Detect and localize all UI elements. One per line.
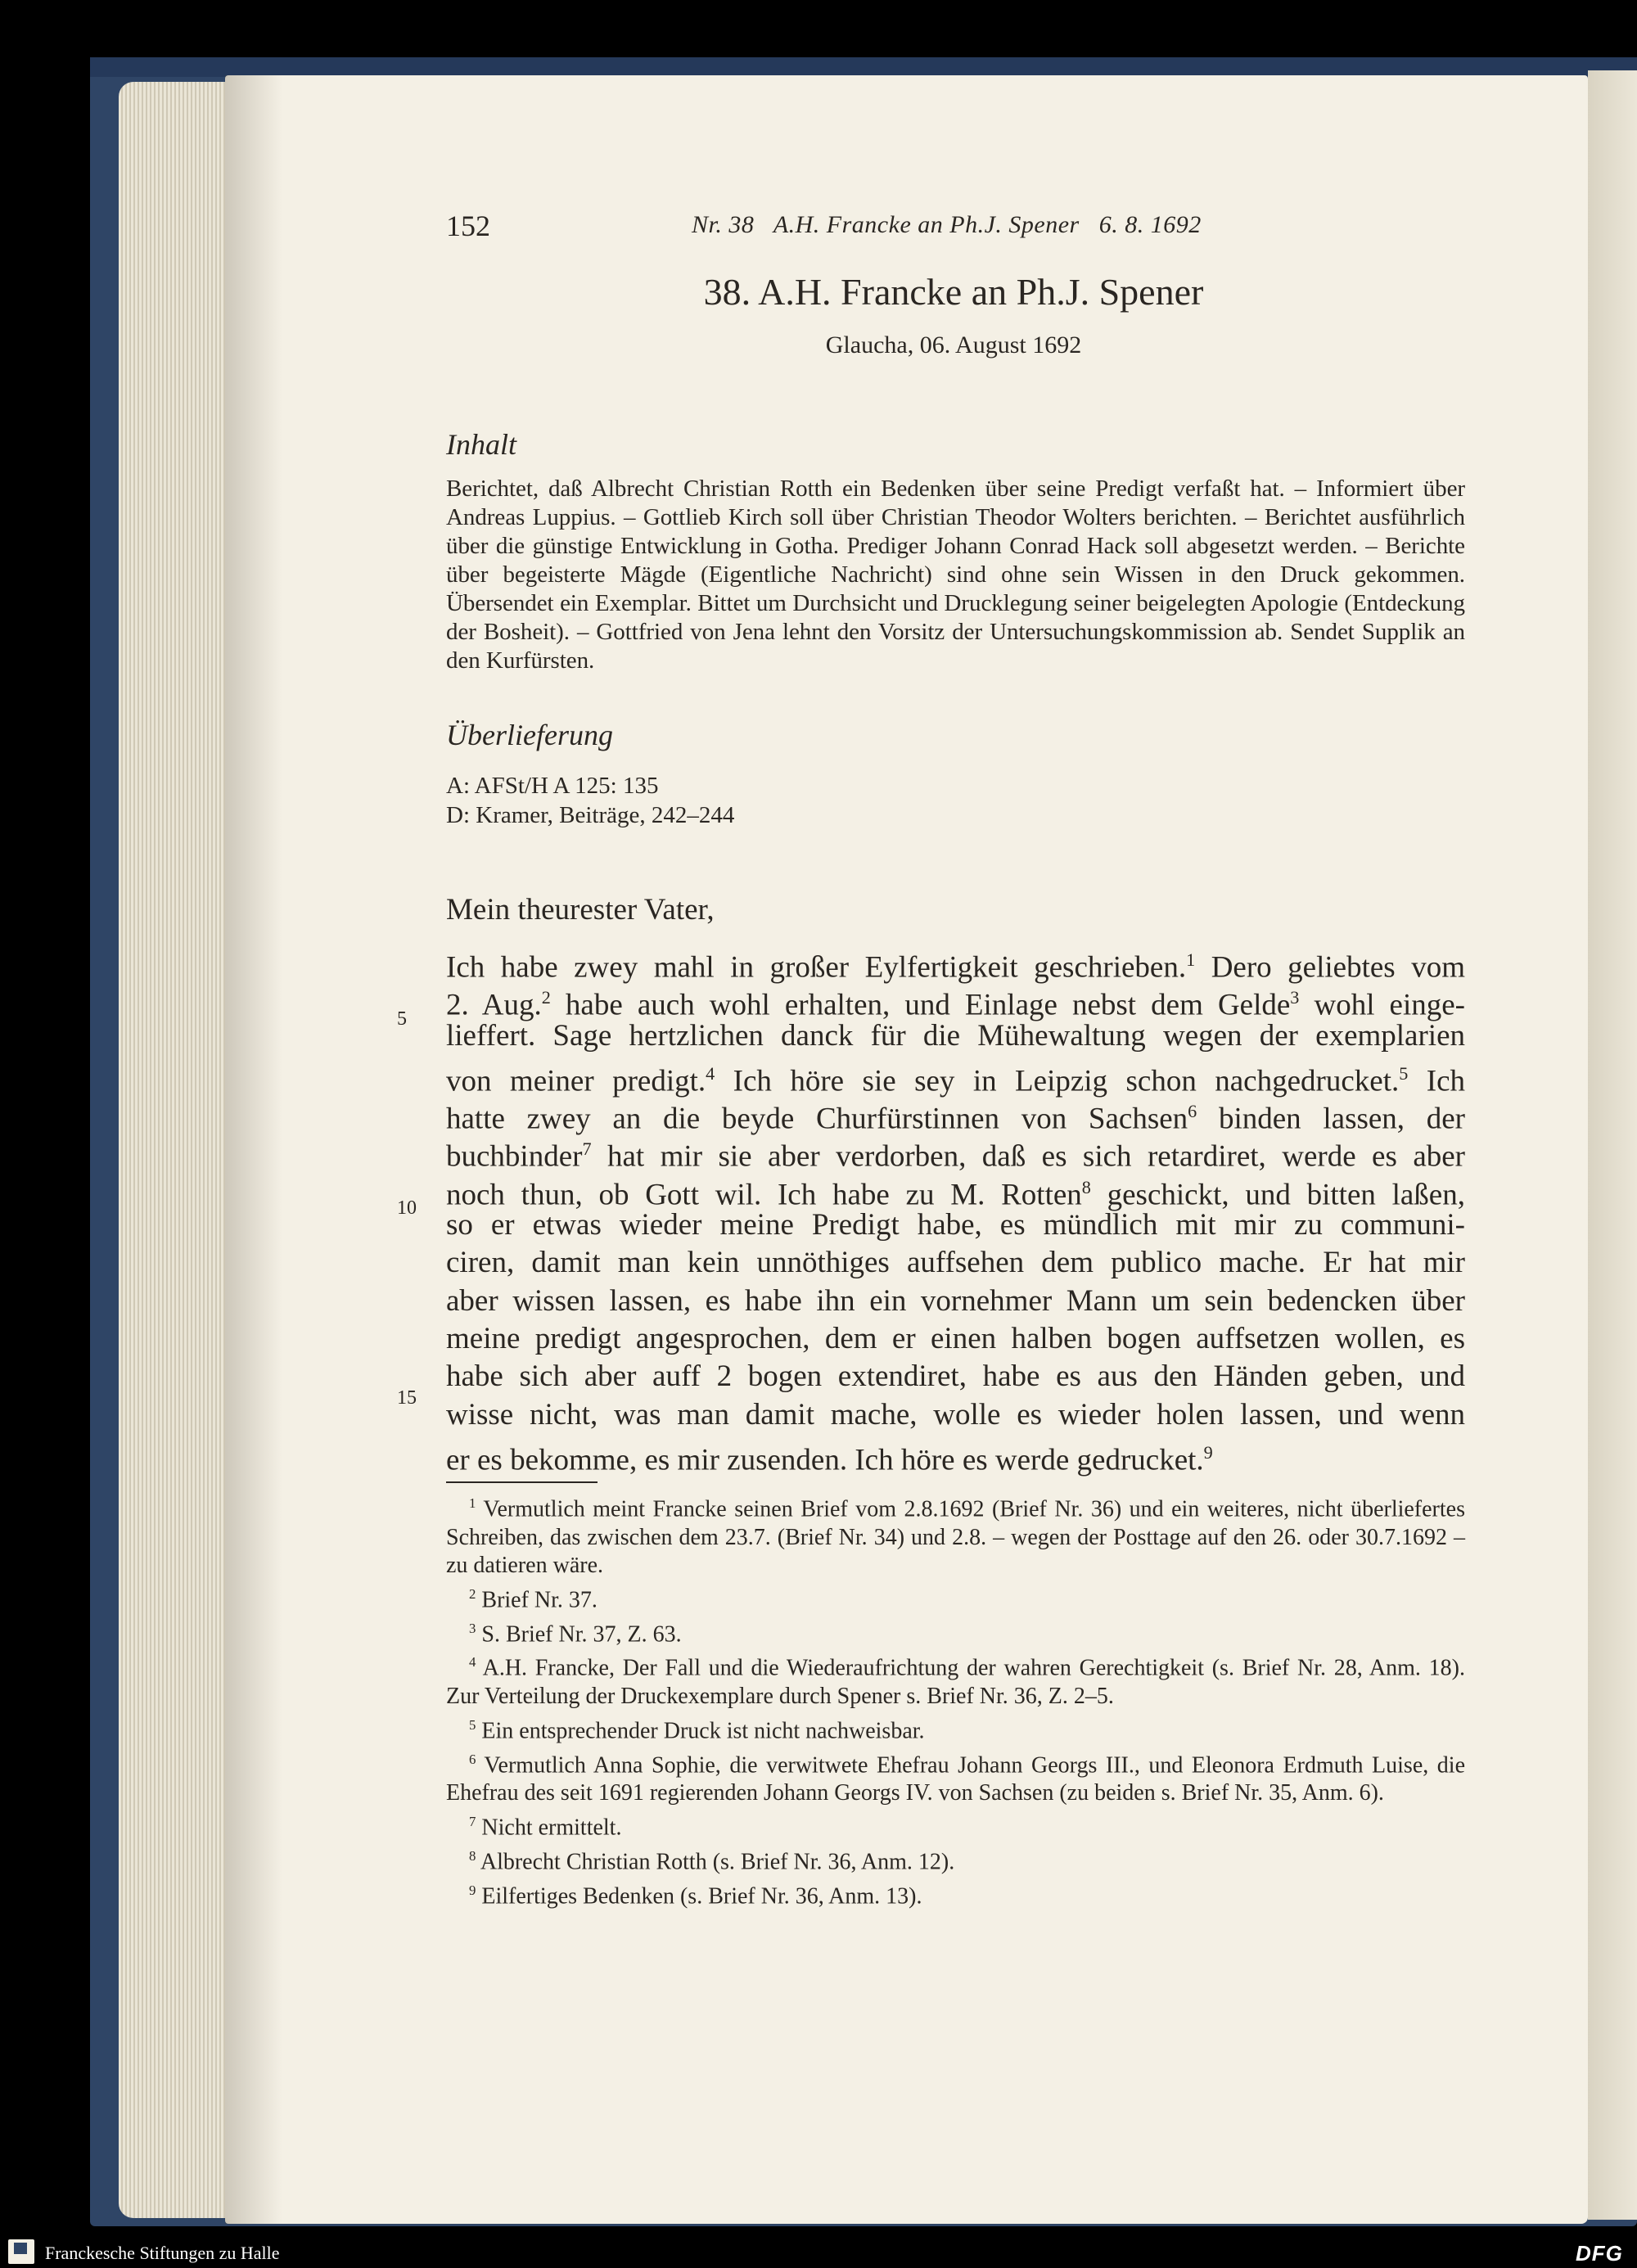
body-text: Ich [1408,1064,1465,1098]
salutation: Mein theurester Vater, [446,893,715,927]
ueberlieferung-heading: Überlieferung [446,719,613,751]
body-text: aber wissen lassen, es habe ihn ein vornehmer Mann um sein bedencken über [446,1283,1465,1318]
footnote-text: Eilfertiges Bedenken (s. Brief Nr. 36, Anm. 13). [481,1882,922,1909]
footnote-marker: 4 [706,1062,715,1084]
footnote-number: 4 [469,1654,476,1671]
body-text: von meiner predigt. [446,1064,706,1098]
body-line [446,1017,1465,1055]
body-text: hatte zwey an die beyde Churfürstinnen von Sachsen [446,1102,1188,1136]
body-text: habe auch wohl erhalten, und Einlage nebst dem Gelde [550,988,1291,1022]
body-text: geschickt, und bitten laßen, [1090,1178,1465,1212]
body-text: buchbinder [446,1139,583,1174]
footnote-text: A.H. Francke, Der Fall und die Wiederaufrichtung der wahren Gerechtigkeit (s. Brief Nr. 28, Anm. 18). Zur Verteilung der Druckexemplare durch Spener s. Brief Nr. 36, Z. 2–5. [446,1655,1465,1710]
body-line [446,1055,1465,1098]
footnote-text: Albrecht Christian Rotth (s. Brief Nr. 36, Anm. 12). [480,1849,955,1875]
body-line [446,1244,1465,1282]
body-line [446,941,1465,985]
body-text: 2. Aug. [446,988,542,1022]
body-line [446,1434,1465,1477]
footnote-text: S. Brief Nr. 37, Z. 63. [481,1621,682,1647]
body-text: hat mir sie aber verdorben, daß es sich retardiret, werde es aber [591,1139,1465,1174]
footnote-number: 8 [469,1847,476,1864]
source-print: D: Kramer, Beiträge, 242–244 [446,802,735,828]
book-cover-top [90,57,1637,77]
footnote [446,1746,1465,1808]
footnote-marker: 3 [1290,987,1300,1008]
body-text: er es bekomme, es mir zusenden. Ich höre es werde gedrucket. [446,1443,1204,1477]
line-number: 15 [397,1387,417,1409]
footnote [446,1808,1465,1842]
body-text: so er etwas wieder meine Predigt habe, es mündlich mit mir zu communi- [446,1208,1465,1242]
footnote-number: 6 [469,1751,476,1767]
body-text: noch thun, ob Gott wil. Ich habe zu M. Rotten [446,1178,1082,1212]
footnote-marker: 5 [1399,1062,1409,1084]
footnote-number: 7 [469,1813,476,1829]
body-line [446,1320,1465,1358]
body-line [446,1396,1465,1434]
letter-place-date: Glaucha, 06. August 1692 [825,331,1082,358]
footnote-marker: 7 [582,1139,592,1160]
body-text: lieffert. Sage hertzlichen danck für die Mühewaltung wegen der exemplarien [446,1018,1465,1053]
footnote-number: 1 [469,1495,476,1511]
page-edges [119,82,233,2218]
footnote-number: 2 [469,1585,476,1602]
institution-name: Franckesche Stiftungen zu Halle [45,2243,280,2263]
letter-body [446,941,1465,1477]
body-text: meine predigt angesprochen, dem er einen halben bogen auffsetzen wollen, es [446,1321,1465,1355]
footnote-rule [446,1481,598,1483]
page-number: 152 [446,210,490,242]
footnote [446,1580,1465,1615]
footnote [446,1648,1465,1711]
footnote [446,1615,1465,1649]
footnote-marker: 2 [541,987,551,1008]
footnote-text: Vermutlich meint Francke seinen Brief vom 2.8.1692 (Brief Nr. 36) und ein weiteres, nicht überliefertes Schreiben, das zwischen dem 23.7. (Brief Nr. 34) und 2.8. – wegen der Posttage auf den 26. oder 30.7.1692 – zu datieren wäre. [446,1496,1465,1579]
footnote-number: 5 [469,1716,476,1733]
body-text: Ich höre sie sey in Leipzig schon nachgedrucket. [715,1064,1400,1098]
dfg-logo: DFG [1576,2241,1623,2266]
footnote-marker: 1 [1186,949,1196,970]
footnote-marker: 8 [1081,1176,1091,1197]
body-line [446,1206,1465,1244]
body-line [446,1358,1465,1396]
footnote-marker: 6 [1188,1101,1197,1122]
body-line [446,1130,1465,1174]
footnote-text: Vermutlich Anna Sophie, die verwitwete Ehefrau Johann Georgs III., und Eleonora Erdmuth Luise, die Ehefrau des seit 1691 regierenden Johann Georgs IV. von Sachsen (zu beiden s. Brief Nr. 35, Anm. 6). [446,1752,1465,1806]
body-text: wohl einge- [1299,988,1465,1022]
body-text: Ich habe zwey mahl in großer Eylfertigkeit geschrieben. [446,950,1187,985]
next-page-edge [1588,70,1637,2220]
body-text: binden lassen, der [1197,1102,1465,1136]
footnote-number: 3 [469,1620,476,1636]
institution-logo-mark [14,2243,27,2254]
line-number: 10 [397,1197,417,1219]
footnote-text: Ein entsprechender Druck ist nicht nachweisbar. [481,1718,925,1744]
footnote [446,1490,1465,1580]
body-text: habe sich aber auff 2 bogen extendiret, habe es aus den Händen geben, und [446,1359,1465,1394]
body-line [446,979,1465,1022]
footnote-marker: 9 [1203,1441,1213,1463]
body-line [446,1283,1465,1320]
line-number: 5 [397,1008,407,1030]
body-line [446,1169,1465,1212]
footnote-text: Brief Nr. 37. [481,1587,598,1613]
letter-title: 38. A.H. Francke an Ph.J. Spener [703,271,1204,313]
running-head: Nr. 38 A.H. Francke an Ph.J. Spener 6. 8. 1692 [692,211,1202,238]
source-manuscript: A: AFSt/H A 125: 135 [446,773,659,799]
footnotes [446,1490,1465,1910]
footnote-text: Nicht ermittelt. [481,1815,622,1841]
body-text: wisse nicht, was man damit mache, wolle es wieder holen lassen, und wenn [446,1397,1465,1432]
footnote [446,1877,1465,1911]
inhalt-heading: Inhalt [446,428,516,461]
footnote [446,1842,1465,1877]
body-text: ciren, damit man kein unnöthiges auffsehen dem publico mache. Er hat mir [446,1246,1465,1280]
footnote-number: 9 [469,1882,476,1898]
body-text: Dero geliebtes vom [1195,950,1465,985]
body-line [446,1093,1465,1136]
footnote [446,1711,1465,1746]
page-gutter-shade [225,75,282,2224]
inhalt-summary: Berichtet, daß Albrecht Christian Rotth ein Bedenken über seine Predigt verfaßt hat. – Informiert über Andreas Luppius. – Gottlieb Kirch soll über Christian Theodor Wolters berichten. – Berichtet ausführlich über die günstige Entwicklung in Gotha. Prediger Johann Conrad Hack soll abgesetzt werden. – Berichte über begeisterte Mägde (Eigentliche Nachricht) sind ohne sein Wissen in den Druck gekommen. Übersendet ein Exemplar. Bittet um Durchsicht und Drucklegung seiner beigelegten Apologie (Entdeckung der Bosheit). – Gottfried von Jena lehnt den Vorsitz der Untersuchungskommission ab. Sendet Supplik an den Kurfürsten. [446,476,1465,674]
